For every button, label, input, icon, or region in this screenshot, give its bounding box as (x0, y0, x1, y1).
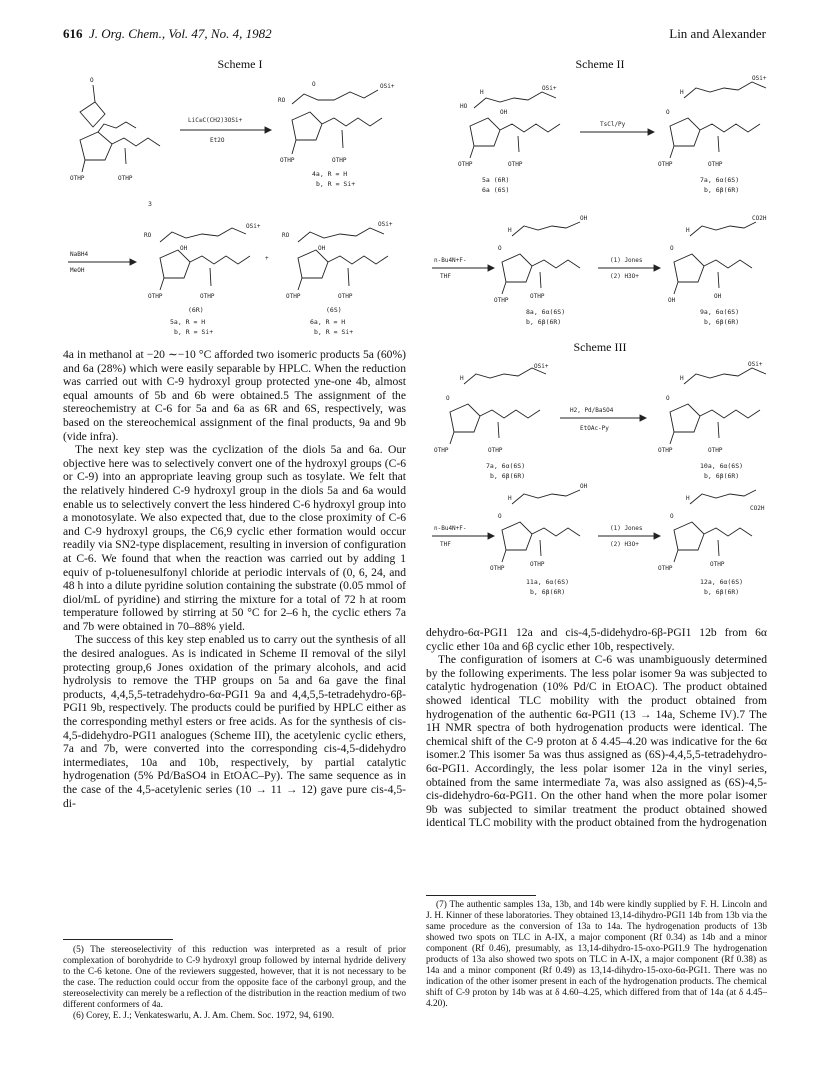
right-column-text (426, 626, 767, 830)
reagent-h2-pd: H2, Pd/BaSO4 (570, 407, 614, 414)
lbl-ro: RO (282, 232, 290, 239)
plus-sign: + (265, 255, 269, 262)
compound-8b-label: b, 6β(6R) (526, 318, 562, 326)
lbl-otbp: OTHP (200, 293, 215, 300)
compound-10b-label: b, 6β(6R) (704, 472, 740, 480)
lbl-otbp: OTHP (434, 447, 449, 454)
lbl-o: O (670, 245, 674, 252)
reagent-tbaf: n-Bu4N+F- (434, 525, 467, 532)
lbl-oh: OH (580, 215, 588, 222)
lbl-h: H (686, 495, 690, 502)
lbl-o: O (666, 109, 670, 116)
compound-7-structure (434, 363, 549, 480)
lbl-osi: OSi+ (748, 361, 763, 368)
compound-4b-label: b, R = Si+ (316, 180, 356, 188)
compound-7-structure (658, 75, 767, 194)
lbl-otbp: OTHP (708, 161, 723, 168)
lbl-osi: OSi+ (246, 223, 261, 230)
reagent-ether: Et2O (210, 137, 225, 144)
paragraph: The success of this key step enabled us to carry out the synthesis of all the desired analogues. As is indicated in Scheme II removal of the silyl protecting group,6 Jones oxidation of the primary alcohols, and acid hydrolysis to remove the THP groups on 5a and 6a gave the final products, 4,4,5,5-tetradehydro-6α-PGI1 9a and 4,4,5,5-tetradehydro-6β-PGI1 9b, respectively. The products could be purified by HPLC either as the corresponding methyl esters or free acids. As for the synthesis of cis-4,5-didehydro-PGI1 analogues (Scheme III), the acetylenic cyclic ethers, 7a and 7b, were converted into the corresponding cis-4,5-didehydro intermediates, 10a and 10b, respectively, by partial catalytic hydrogenation (5% Pd/BaSO4 in EtOAC–Py). The same sequence as in the case of the 4,5-acetylenic series (10 → 11 → 12) gave pure cis-4,5-di- (63, 633, 406, 810)
compound-3-structure (70, 77, 160, 208)
lbl-otbp: OTHP (148, 293, 163, 300)
lbl-otbp: OTHP (280, 157, 295, 164)
lbl-co2h: CO2H (750, 505, 765, 512)
compound-9-structure (668, 215, 767, 326)
lbl-otbp: OTHP (488, 447, 503, 454)
right-footnotes (426, 900, 767, 1010)
footnote-5: (5) The stereoselectivity of this reduction was interpreted as a result of prior complexation of borohydride to C-9 hydroxyl group followed by internal hydride delivery to the C-6 ketone. One of the reviewers suggested, however, that it is not necessary to be the case. The reduction could occur from the opposite face of the carbonyl group, and the stereoselectivity can merely be a reflection of the distribution in the reaction medium of two different conformers of 4a. (63, 945, 406, 1010)
lbl-otbp: OTHP (118, 175, 133, 182)
compound-5b-label: b, R = Si+ (174, 328, 214, 336)
lbl-osi: OSi+ (378, 221, 393, 228)
lbl-h: H (508, 227, 512, 234)
authors-header: Lin and Alexander (669, 26, 766, 41)
compound-12-structure (658, 490, 765, 596)
lbl-otbp: OTHP (458, 161, 473, 168)
lbl-oh: OH (580, 483, 588, 490)
compound-11-structure (490, 483, 588, 596)
lbl-o: O (670, 513, 674, 520)
lbl-otbp: OTHP (658, 447, 673, 454)
compound-6b-label: b, R = Si+ (314, 328, 354, 336)
lbl-otbp: OTHP (286, 293, 301, 300)
scheme-1-figure (60, 72, 405, 342)
footnote-6: (6) Corey, E. J.; Venkateswarlu, A. J. Am. Chem. Soc. 1972, 94, 6190. (73, 1011, 335, 1021)
page-number: 616 (63, 26, 83, 41)
compound-4-structure (278, 81, 395, 188)
compound-12a-label: 12a, 6α(6S) (700, 578, 744, 586)
compound-7b-label: b, 6β(6R) (490, 472, 526, 480)
lbl-h: H (680, 375, 684, 382)
compound-9a-label: 9a, 6α(6S) (700, 308, 740, 316)
lbl-oh: OH (180, 245, 188, 252)
lbl-o: O (446, 395, 450, 402)
compound-7a-label: 7a, 6α(6S) (700, 176, 740, 184)
lbl-otbp: OTHP (338, 293, 353, 300)
compound-10a-label: 10a, 6α(6S) (700, 462, 744, 470)
lbl-ro: RO (144, 232, 152, 239)
lbl-otbp: OTHP (710, 561, 725, 568)
compound-10-structure (658, 361, 766, 480)
compound-7b-label: b, 6β(6R) (704, 186, 740, 194)
reagent-thf: THF (440, 273, 451, 280)
journal-citation: J. Org. Chem., Vol. 47, No. 4, 1982 (89, 26, 272, 41)
lbl-otbp: OTHP (658, 161, 673, 168)
lbl-h: H (680, 89, 684, 96)
paragraph: 4a in methanol at −20 ∼−10 °C afforded two isomeric products 5a (60%) and 6a (28%) which were easily separable by HPLC. When the reduction was carried out with C-9 hydroxyl group protected yne-one 4b, almost equal amounts of 5b and 6b were obtained.5 The assignment of the stereochemistry at C-6 for 5a and 6a as 6R and 6S, respectively, was based on the stereochemical assignment of the final products, 9a and 9b (vide infra). (63, 348, 406, 443)
scheme-2-figure (430, 72, 775, 334)
compound-8a-label: 8a, 6α(6S) (526, 308, 566, 316)
lbl-o: O (498, 513, 502, 520)
lbl-h: H (508, 495, 512, 502)
lbl-oh: OH (714, 293, 722, 300)
lbl-osi: OSi+ (752, 75, 767, 82)
lbl-o: O (90, 77, 94, 84)
compound-4a-label: 4a, R = H (312, 170, 348, 178)
left-column-text (63, 348, 406, 810)
lbl-o: O (498, 245, 502, 252)
lbl-osi: OSi+ (534, 363, 549, 370)
lbl-ho: HO (460, 103, 468, 110)
lbl-osi: OSi+ (380, 83, 395, 90)
compound-5a-label: 5a, R = H (170, 318, 206, 326)
paragraph: The next key step was the cyclization of the diols 5a and 6a. Our objective here was to selectively convert one of the hydroxyl groups (C-6 or C-9) into an appropriate leaving group such as tosylate. We felt that the relatively hindered C-9 hydroxyl group in the diols 5a and 6a would enable us to selectively convert the less hindered C-6 hydroxyl group into a monotosylate. We also expected that, due to the close proximity of C-6 and C-9 hydroxyl groups, the C6,9 cyclic ether formation would occur readily via SN2-type displacement, resulting in inversion of configuration at C-6. We found that when the reaction was carried out by adding 1 equiv of p-toluenesulfonyl chloride at periodic intervals of (0, 6, 24, and 48 h into a dilute pyridine solution containing the substrate (0.05 mmol of diol/mL of pyridine) and stirring the mixture for a total of 72 h at room temperature followed by stirring at 50 °C for 2–6 h, the cyclic ethers 7a and 7b were obtained in 70–88% yield. (63, 443, 406, 633)
compound-12b-label: b, 6β(6R) (704, 588, 740, 596)
lbl-oh: OH (318, 245, 326, 252)
lbl-otbp: OTHP (490, 565, 505, 572)
lbl-osi: OSi+ (542, 85, 557, 92)
lbl-otbp: OTHP (508, 161, 523, 168)
compound-9b-label: b, 6β(6R) (704, 318, 740, 326)
scheme-1-title: Scheme I (217, 57, 263, 71)
compound-5-structure (144, 223, 261, 336)
lbl-otbp: OTHP (494, 297, 509, 304)
reagent-thf: THF (440, 541, 451, 548)
lbl-otbp: OTHP (530, 293, 545, 300)
reagent-etoac: EtOAc-Py (580, 425, 609, 432)
lbl-h: H (480, 89, 484, 96)
footnote-rule (63, 939, 173, 940)
lbl-h: H (686, 227, 690, 234)
reagent-tscl: TsCl/Py (600, 121, 626, 128)
compound-7a-label: 7a, 6α(6S) (486, 462, 526, 470)
lbl-o: O (666, 395, 670, 402)
compound-6s-label: (6S) (326, 306, 342, 314)
compound-6r-label: (6R) (188, 306, 204, 314)
reagent-acid: (2) H3O+ (610, 541, 639, 548)
footnote-7: (7) The authentic samples 13a, 13b, and 14b were kindly supplied by F. H. Lincoln and J. H. Kinner of these laboratories. They obtained 13,14-dihydro-PGI1 14b from 13b via the same procedure as the conversion of 13a to 14a. The hydrogenation products of 13b showed two spots on TLC in A-IX, a major component (Rf 0.34) as 14b and a minor component (Rf 0.46), presumably, as 13,14-dihydro-15-oxo-PGI1.9 The hydrogenation products of 13a also showed two spots on TLC in A-IX, a major component (Rf 0.38) as 14a and a minor component (Rf 0.49) as 13,14-dihydro-15-oxo-6α-PGI1. There was no indication of the other isomer present in each of the hydrogenation products. The chemical shift of C-9 proton by 14b was at δ 4.60–4.25, which differed from that of 14a (at δ 4.45–4.20). (426, 900, 767, 1009)
compound-8-structure (494, 215, 588, 326)
scheme-3-figure (430, 358, 775, 620)
reagent-tbaf: n-Bu4N+F- (434, 257, 467, 264)
lbl-oh: OH (500, 109, 508, 116)
reagent-acid: (2) H3O+ (610, 273, 639, 280)
lbl-otbp: OTHP (658, 565, 673, 572)
paragraph: dehydro-6α-PGI1 12a and cis-4,5-didehydro-6β-PGI1 12b from 6α cyclic ether 10a and 6β cyclic ether 10b, respectively. (426, 626, 767, 653)
compound-6a-label: 6a, R = H (310, 318, 346, 326)
compound-11a-label: 11a, 6α(6S) (526, 578, 570, 586)
lbl-otbp: OTHP (530, 561, 545, 568)
lbl-o: O (312, 81, 316, 88)
reagent-jones: (1) Jones (610, 257, 643, 264)
compound-6-structure (282, 221, 393, 336)
compound-6a-label: 6a (6S) (482, 186, 510, 194)
footnote-rule (426, 895, 536, 896)
scheme-2-title: Scheme II (575, 57, 625, 71)
lbl-oh: OH (668, 297, 676, 304)
scheme-3-title: Scheme III (573, 340, 627, 354)
lbl-otbp: OTHP (70, 175, 85, 182)
running-header-left (63, 26, 272, 42)
lbl-ro: RO (278, 97, 286, 104)
compound-11b-label: b, 6β(6R) (530, 588, 566, 596)
reagent-nabh4: NaBH4 (70, 251, 89, 258)
lbl-h: H (460, 375, 464, 382)
compound-5a-label: 5a (6R) (482, 176, 510, 184)
reagent-lialkynyl: LiC≡C(CH2)3OSi+ (188, 117, 243, 124)
lbl-co2h: CO2H (752, 215, 767, 222)
lbl-otbp: OTHP (708, 447, 723, 454)
paragraph: The configuration of isomers at C-6 was unambiguously determined by the following experiments. The less polar isomer 9a was subjected to catalytic hydrogenation (10% Pd/C in EtOAC). The product obtained showed identical TLC mobility with the product obtained from hydrogenation of the authentic 6α-PGI1 (13 → 14a, Scheme IV).7 The 1H NMR spectra of both hydrogenation products were identical. The chemical shift of the C-9 proton at δ 4.45–4.20 was indicative for the 6α isomer.2 This isomer 5a was thus assigned as (6S)-4,4,5,5-tetradehydro-6α-PGI1. Accordingly, the less polar isomer 12a in the vinyl series, obtained from the same intermediate 7a, was also assigned as (6S)-4,5-cis-didehydro-6α-PGI1. On the other hand when the more polar isomer 9b was subjected to similar treatment the product obtained showed identical TLC mobility with the product obtained from the hydrogenation (426, 653, 767, 830)
lbl-otbp: OTHP (332, 157, 347, 164)
reagent-jones: (1) Jones (610, 525, 643, 532)
compound-5a-6a-structure (458, 85, 560, 194)
left-footnotes (63, 945, 406, 1022)
reagent-meoh: MeOH (70, 267, 85, 274)
compound-3-label: 3 (148, 200, 152, 208)
